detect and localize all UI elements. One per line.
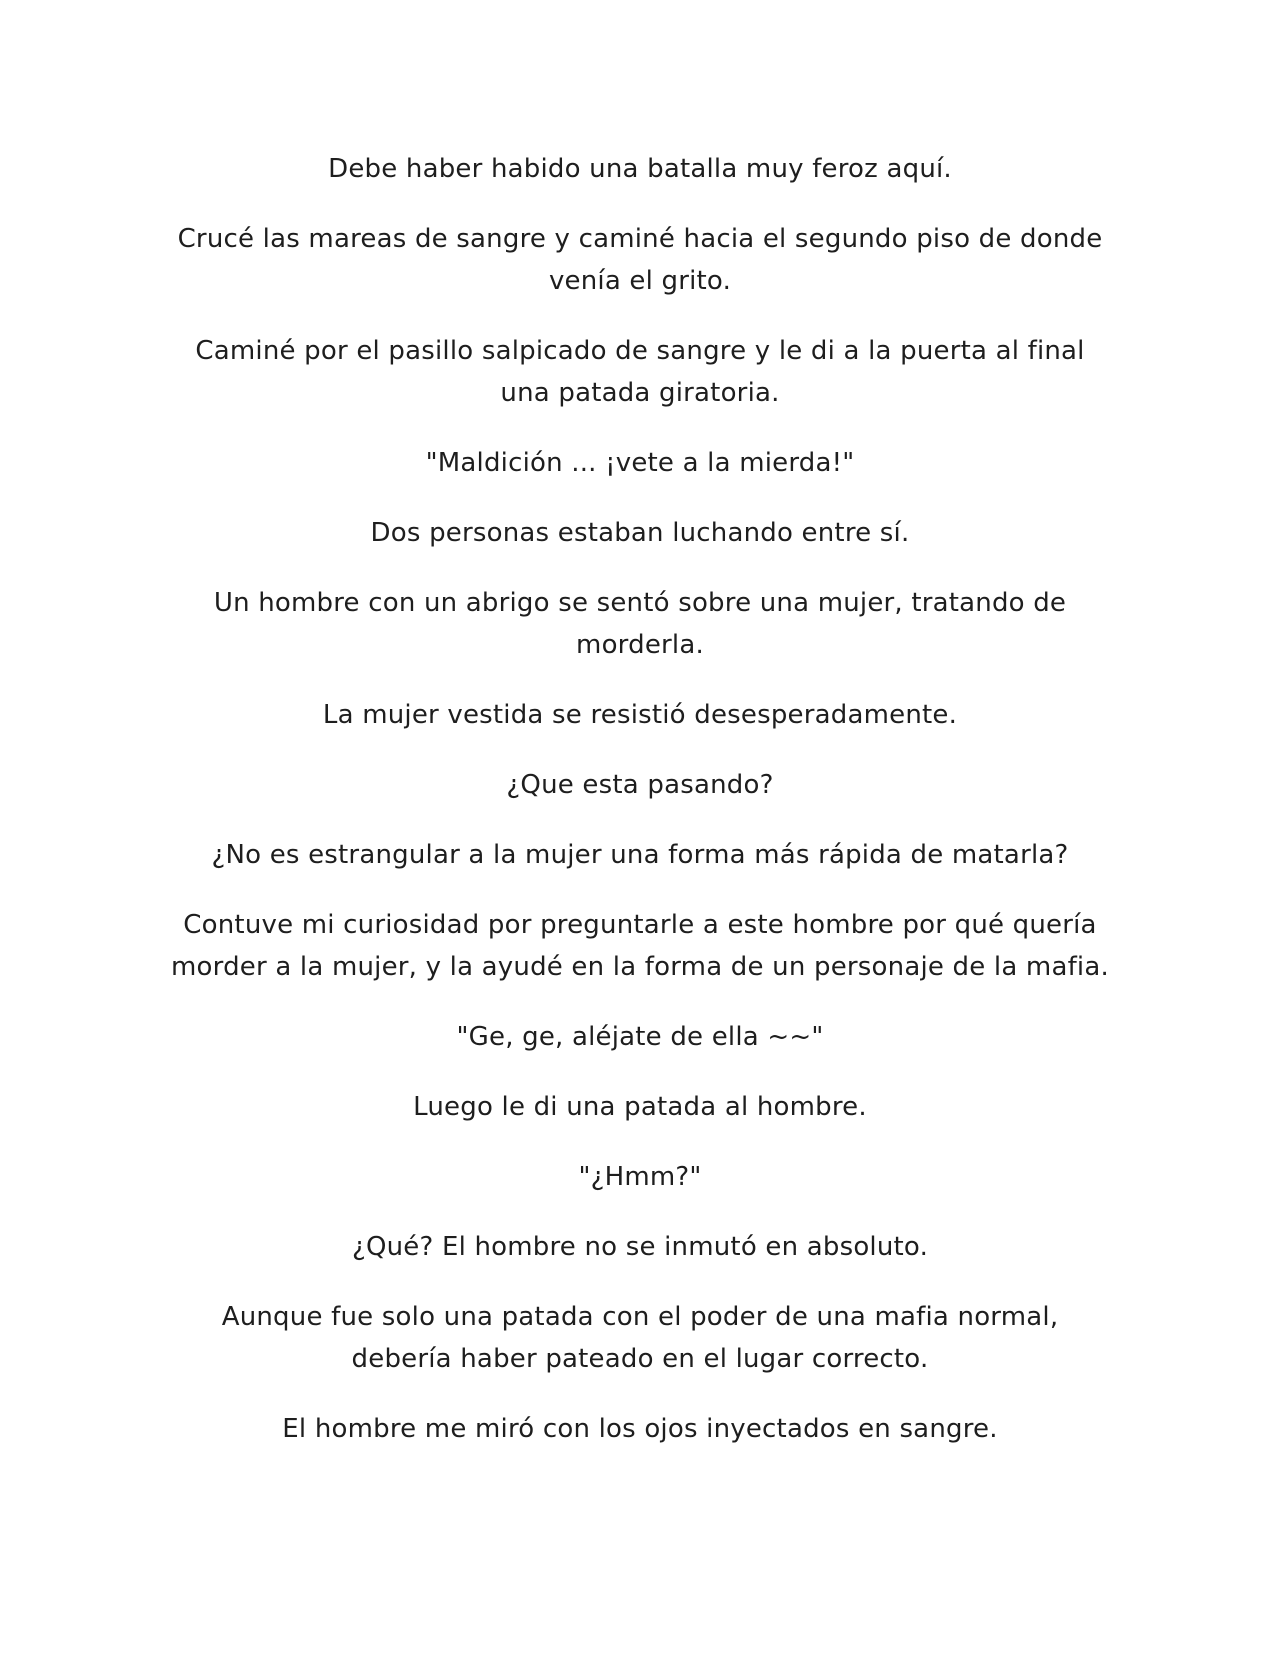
paragraph: "¿Hmm?" xyxy=(578,1162,702,1192)
paragraph: Un hombre con un abrigo se sentó sobre una mujer, tratando de morderla. xyxy=(213,588,1067,660)
paragraph: "Maldición ... ¡vete a la mierda!" xyxy=(425,448,855,478)
paragraph: Debe haber habido una batalla muy feroz aquí. xyxy=(328,154,952,184)
document-body xyxy=(170,148,1110,1478)
paragraph: ¿Qué? El hombre no se inmutó en absoluto. xyxy=(351,1232,929,1262)
paragraph: "Ge, ge, aléjate de ella ~~" xyxy=(456,1022,824,1052)
paragraph: Dos personas estaban luchando entre sí. xyxy=(370,518,910,548)
paragraph: Aunque fue solo una patada con el poder de una mafia normal, debería haber pateado en el lugar correcto. xyxy=(221,1302,1059,1374)
paragraph: Contuve mi curiosidad por preguntarle a este hombre por qué quería morder a la mujer, y la ayudé en la forma de un personaje de la mafia. xyxy=(171,910,1109,982)
paragraph: ¿No es estrangular a la mujer una forma más rápida de matarla? xyxy=(211,840,1069,870)
paragraph: Luego le di una patada al hombre. xyxy=(413,1092,867,1122)
paragraph: ¿Que esta pasando? xyxy=(506,770,774,800)
paragraph: Caminé por el pasillo salpicado de sangre y le di a la puerta al final una patada giratoria. xyxy=(195,336,1085,408)
paragraph: Crucé las mareas de sangre y caminé hacia el segundo piso de donde venía el grito. xyxy=(177,224,1103,296)
paragraph: El hombre me miró con los ojos inyectados en sangre. xyxy=(282,1414,998,1444)
paragraph: La mujer vestida se resistió desesperadamente. xyxy=(322,700,958,730)
